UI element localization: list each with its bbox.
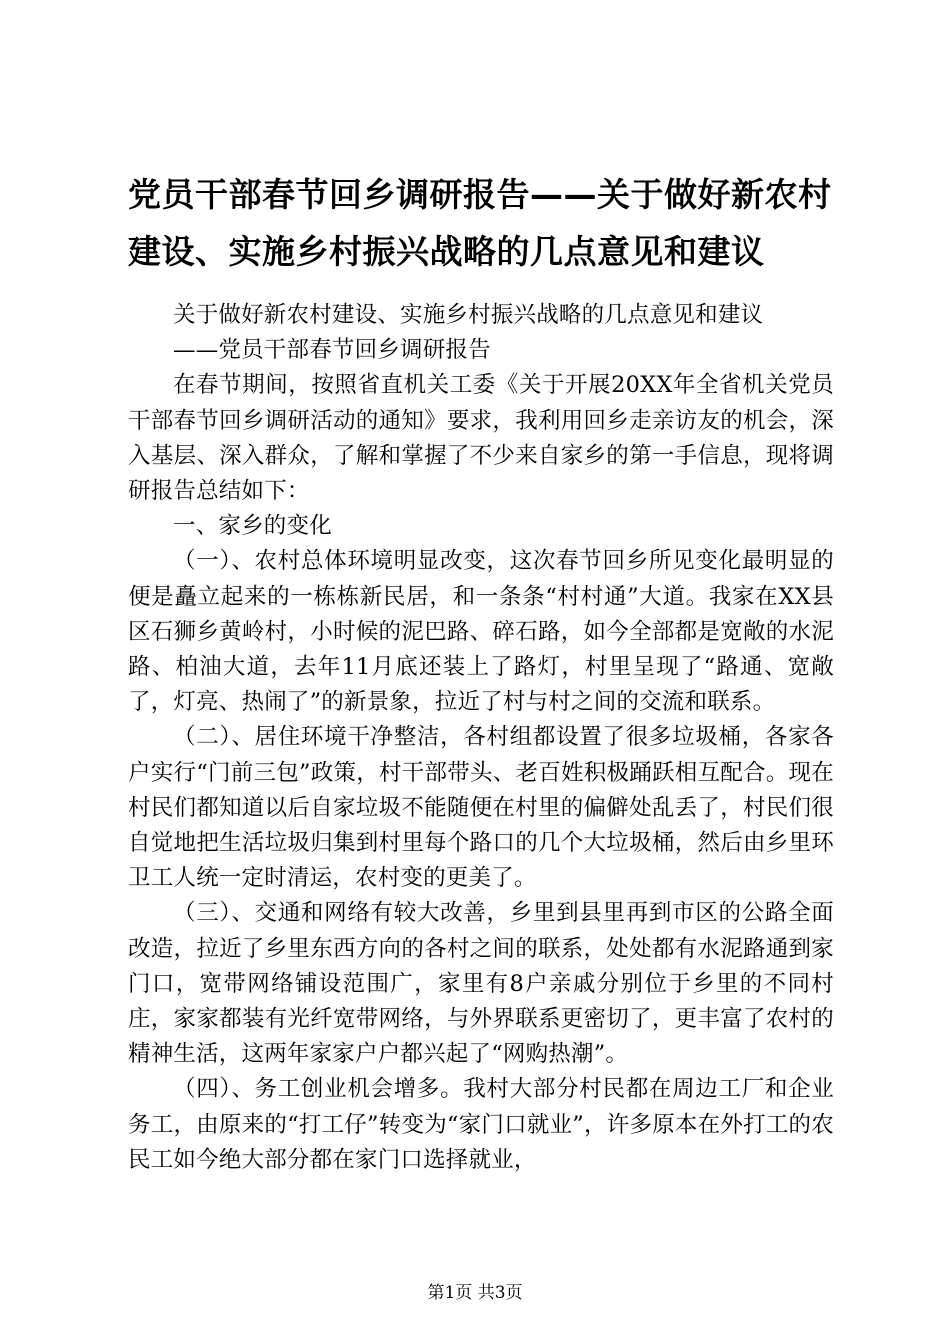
section-heading: 一、家乡的变化	[173, 513, 332, 540]
intro-paragraph: 在春节期间，按照省直机关工委《关于开展20XX年全省机关党员干部春节回乡调研活动的通知》要求，我利用回乡走亲访友的机会，深入基层、深入群众，了解和掌握了不少来自家乡的第一手信息，现将调研报告总结如下：	[128, 372, 834, 505]
document-title: 党员干部春节回乡调研报告——关于做好新农村建设、实施乡村振兴战略的几点意见和建议	[128, 175, 832, 271]
paragraph-4: （四）、务工创业机会增多。我村大部分村民都在周边工厂和企业务工，由原来的“打工仔”转变为“家门口就业”，许多原本在外打工的农民工如今绝大部分都在家门口选择就业，	[128, 1076, 834, 1173]
document-body	[128, 298, 834, 1178]
paragraph-3: （三）、交通和网络有较大改善，乡里到县里再到市区的公路全面改造，拉近了乡里东西方向的各村之间的联系，处处都有水泥路通到家门口，宽带网络铺设范围广，家里有8户亲戚分别位于乡里的不同村庄，家家都装有光纤宽带网络，与外界联系更密切了，更丰富了农村的精神生活，这两年家家户户都兴起了“网购热潮”。	[128, 900, 834, 1068]
paragraph-1: （一）、农村总体环境明显改变，这次春节回乡所见变化最明显的便是矗立起来的一栋栋新民居，和一条条“村村通”大道。我家在XX县区石狮乡黄岭村，小时候的泥巴路、碎石路，如今全部都是宽敞的水泥路、柏油大道，去年11月底还装上了路灯，村里呈现了“路通、宽敞了，灯亮、热闹了”的新景象，拉近了村与村之间的交流和联系。	[128, 548, 834, 716]
subtitle-byline: ——党员干部春节回乡调研报告	[173, 337, 491, 364]
page-footer: 第1页 共3页	[427, 1283, 523, 1303]
subtitle-line: 关于做好新农村建设、实施乡村振兴战略的几点意见和建议	[173, 302, 764, 328]
paragraph-2: （二）、居住环境干净整洁，各村组都设置了很多垃圾桶，各家各户实行“门前三包”政策，村干部带头、老百姓积极踊跃相互配合。现在村民们都知道以后自家垃圾不能随便在村里的偏僻处乱丢了，村民们很自觉地把生活垃圾归集到村里每个路口的几个大垃圾桶，然后由乡里环卫工人统一定时清运，农村变的更美了。	[128, 724, 834, 892]
